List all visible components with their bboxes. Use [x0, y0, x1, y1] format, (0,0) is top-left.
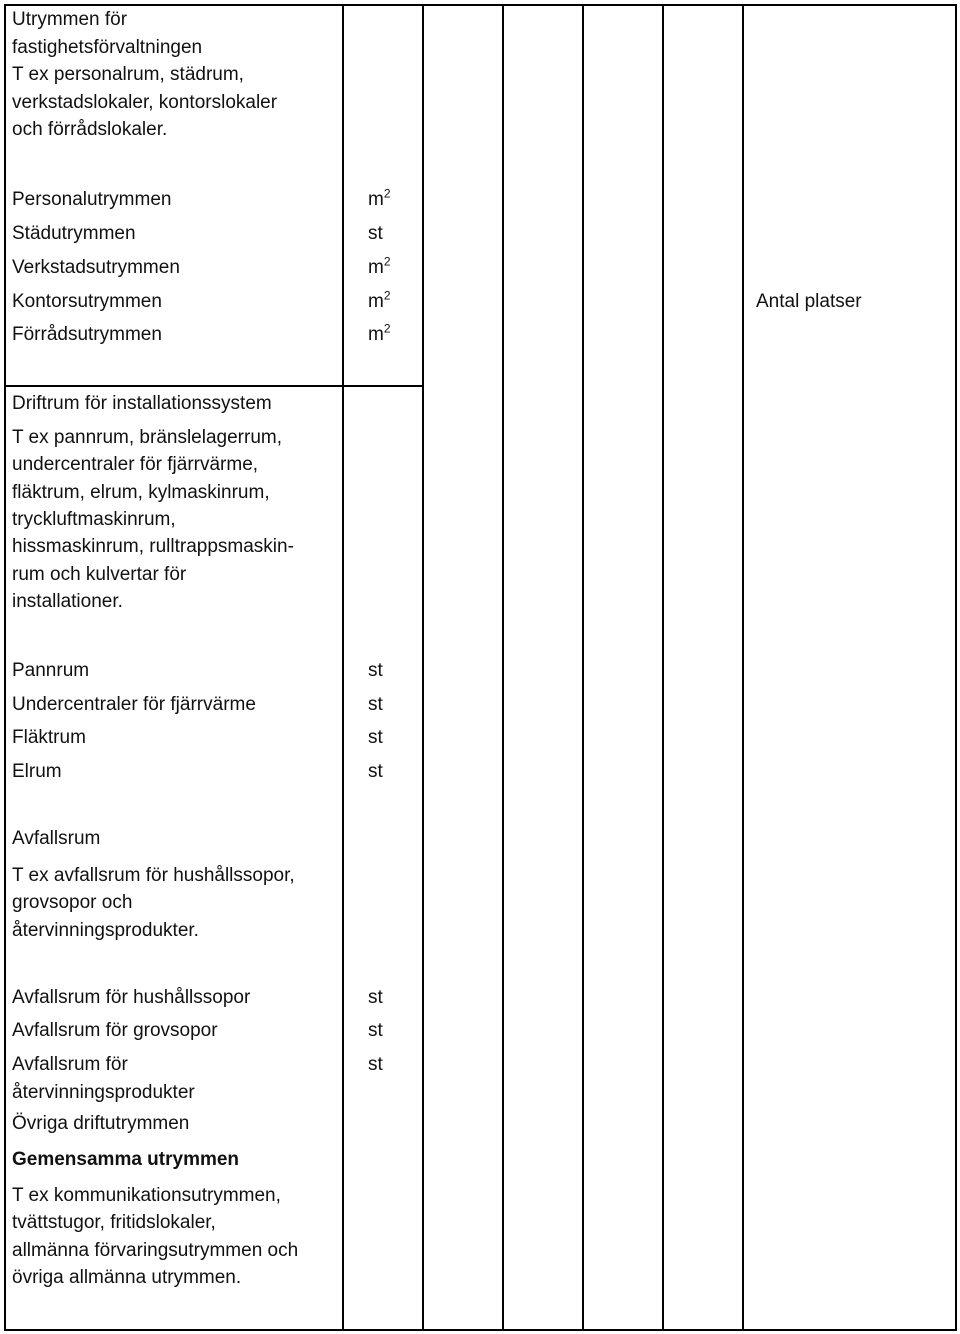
- section-desc-line: T ex pannrum, bränslelagerrum,: [12, 427, 282, 448]
- table-bottom-border: [4, 1329, 957, 1331]
- section-desc-line: T ex kommunikationsutrymmen,: [12, 1185, 281, 1206]
- section-desc-line: T ex avfallsrum för hushållssopor,: [12, 865, 295, 886]
- item-unit: st: [368, 761, 383, 782]
- table-right-border: [955, 5, 957, 1330]
- item-label-stadutrymmen: Städutrymmen: [12, 223, 136, 244]
- item-label-ovriga-driftutrymmen: Övriga driftutrymmen: [12, 1113, 190, 1134]
- item-unit: st: [368, 1054, 383, 1075]
- column-divider-5: [662, 5, 664, 1330]
- section-desc-line: grovsopor och: [12, 892, 133, 914]
- section-desc-line: allmänna förvaringsutrymmen och: [12, 1239, 299, 1261]
- item-label-undercentraler: Undercentraler för fjärrvärme: [12, 694, 256, 715]
- item-unit: $m^2$: [368, 254, 391, 278]
- section-title-fastighet: Utrymmen för: [12, 9, 128, 30]
- item-unit: $m^2$: [368, 186, 391, 210]
- item-unit: $m^2$: [368, 321, 391, 345]
- antal-platser-label: Antal platser: [756, 291, 862, 312]
- item-label-forradsutrymmen: Förrådsutrymmen: [12, 324, 162, 345]
- section-desc-line: fläktrum, elrum, kylmaskinrum,: [12, 481, 270, 503]
- table-top-border: [4, 4, 957, 6]
- section-desc-line: och förrådslokaler.: [12, 119, 168, 140]
- section-desc-line: hissmaskinrum, rulltrappsmaskin-: [12, 536, 294, 558]
- item-label-verkstadsutrymmen: Verkstadsutrymmen: [12, 257, 180, 278]
- column-divider-3: [502, 5, 504, 1330]
- section-desc-line: tvättstugor, fritidslokaler,: [12, 1212, 216, 1234]
- column-divider-2: [422, 5, 424, 1330]
- item-unit: st: [368, 1020, 383, 1041]
- section-title-fastighet-cont: fastighetsförvaltningen: [12, 36, 203, 58]
- table-left-border: [4, 5, 6, 1330]
- section-desc-line: verkstadslokaler, kontorslokaler: [12, 91, 278, 113]
- section-desc-line: undercentraler för fjärrvärme,: [12, 454, 259, 476]
- item-label-avfall-grovsopor: Avfallsrum för grovsopor: [12, 1020, 218, 1041]
- item-label-pannrum: Pannrum: [12, 660, 90, 681]
- column-divider-1: [342, 5, 344, 1330]
- item-unit: st: [368, 694, 383, 715]
- section-desc-line: övriga allmänna utrymmen.: [12, 1266, 242, 1288]
- item-label-personalutrymmen: Personalutrymmen: [12, 189, 172, 210]
- item-label-elrum: Elrum: [12, 761, 62, 782]
- section-desc-line: återvinningsprodukter.: [12, 919, 199, 941]
- section-title-gemensamma: Gemensamma utrymmen: [12, 1149, 240, 1170]
- item-unit: $m^2$: [368, 288, 391, 312]
- item-label-avfall-hushall: Avfallsrum för hushållssopor: [12, 987, 251, 1008]
- item-unit: st: [368, 727, 383, 748]
- section-title-avfallsrum: Avfallsrum: [12, 828, 101, 849]
- item-unit: st: [368, 660, 383, 681]
- column-divider-4: [582, 5, 584, 1330]
- row-divider-1: [4, 385, 424, 387]
- item-label-flaktrum: Fläktrum: [12, 727, 86, 748]
- item-label-avfall-atervinning-cont: återvinningsprodukter: [12, 1081, 195, 1103]
- column-divider-6: [742, 5, 744, 1330]
- section-desc-line: T ex personalrum, städrum,: [12, 64, 244, 85]
- item-unit: st: [368, 223, 383, 244]
- item-label-avfall-atervinning: Avfallsrum för: [12, 1054, 128, 1075]
- section-title-driftrum: Driftrum för installationssystem: [12, 393, 272, 414]
- section-desc-line: rum och kulvertar för: [12, 563, 187, 585]
- section-desc-line: installationer.: [12, 590, 123, 612]
- item-unit: st: [368, 987, 383, 1008]
- item-label-kontorsutrymmen: Kontorsutrymmen: [12, 291, 162, 312]
- section-desc-line: tryckluftmaskinrum,: [12, 508, 176, 530]
